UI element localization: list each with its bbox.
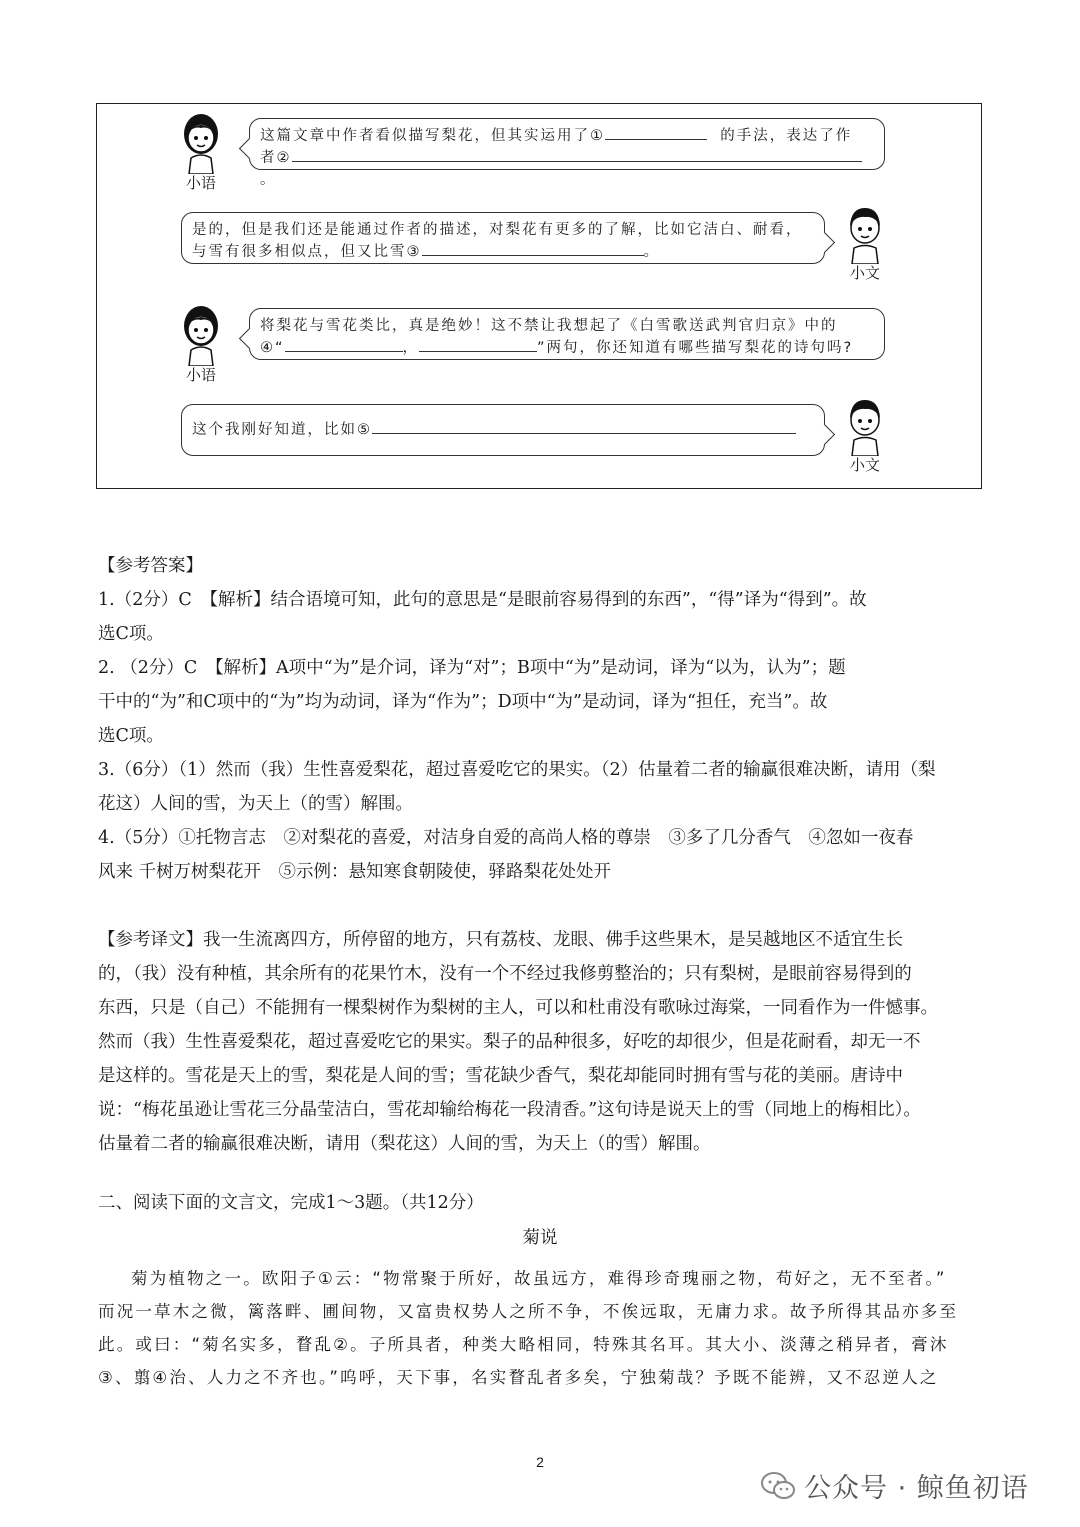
bubble-text: 。 bbox=[643, 244, 660, 260]
speaker-name: 小文 bbox=[849, 264, 880, 282]
bubble-text: 这个我刚好知道，比如⑤ bbox=[192, 422, 372, 438]
translation-line: 东西，只是（自己）不能拥有一棵梨树作为梨树的主人，可以和杜甫没有歌咏过海棠，一同看作为一件憾事。 bbox=[98, 998, 938, 1018]
bubble-text: ”两句，你还知道有哪些描写梨花的诗句吗? bbox=[537, 340, 854, 356]
answer-2-line: 选C项。 bbox=[98, 726, 164, 746]
translation-section bbox=[98, 923, 984, 1161]
answer-blank-1 bbox=[605, 125, 707, 140]
answer-4-line: 风来 千树万树梨花开 ⑤示例：悬知寒食朝陵使，驿路梨花处处开 bbox=[98, 862, 612, 882]
avatar-xiaoyu bbox=[171, 110, 231, 193]
translation-line: 然而（我）生性喜爱梨花，超过喜爱吃它的果实。梨子的品种很多，好吃的却很少，但是花耐看，却无一不 bbox=[98, 1032, 921, 1052]
translation-line: 的，（我）没有种植，其余所有的花果竹木，没有一个不经过我修剪整治的；只有梨树，是眼前容易得到的 bbox=[98, 964, 912, 984]
bubble-text: 。 bbox=[260, 172, 277, 188]
watermark bbox=[760, 1466, 1029, 1505]
speech-bubble-2 bbox=[181, 212, 825, 264]
translation-line: 【参考译文】我一生流离四方，所停留的地方，只有荔枝、龙眼、佛手这些果木，是吴越地区不适宜生长 bbox=[98, 930, 903, 950]
answer-2-line: 干中的“为”和C项中的“为”均为动词，译为“作为”；D项中“为”是动词，译为“担任，充当”。故 bbox=[98, 692, 828, 712]
speech-bubble-4 bbox=[181, 404, 825, 456]
answer-blank-2 bbox=[292, 147, 862, 162]
answer-blank-4b bbox=[419, 337, 537, 352]
speaker-name: 小语 bbox=[185, 366, 216, 384]
answer-blank-4a bbox=[285, 337, 403, 352]
bubble-text: 者② bbox=[260, 150, 292, 166]
bubble-text: 是的，但是我们还是能通过作者的描述，对梨花有更多的了解，比如它洁白、耐看， bbox=[192, 222, 803, 238]
answer-3-line: 3.（6分）（1）然而（我）生性喜爱梨花，超过喜爱吃它的果实。（2）估量着二者的输赢很难决断，请用（梨 bbox=[98, 760, 936, 780]
speech-bubble-1 bbox=[249, 118, 885, 188]
watermark-text: 公众号 · 鲸鱼初语 bbox=[804, 1473, 1029, 1504]
translation-line: 是这样的。雪花是天上的雪，梨花是人间的雪；雪花缺少香气，梨花却能同时拥有雪与花的美丽。唐诗中 bbox=[98, 1066, 903, 1086]
article-line: 菊为植物之一。欧阳子①云：“物常聚于所好，故虽远方，难得珍奇瑰丽之物，苟好之，无不至者。” bbox=[131, 1269, 947, 1288]
article-title: 菊说 bbox=[522, 1228, 558, 1248]
speaker-name: 小文 bbox=[849, 456, 880, 474]
boy-icon bbox=[841, 392, 889, 456]
bubble-text: 与雪有很多相似点，但又比雪③ bbox=[192, 244, 422, 260]
wechat-icon bbox=[760, 1471, 796, 1501]
avatar-xiaoyu bbox=[171, 302, 231, 385]
answer-3-line: 花这）人间的雪，为天上（的雪）解围。 bbox=[98, 794, 413, 814]
page-number: 2 bbox=[536, 1454, 544, 1470]
translation-line: 估量着二者的输赢很难决断，请用（梨花这）人间的雪，为天上（的雪）解围。 bbox=[98, 1134, 711, 1154]
article-line: 此。或曰：“菊名实多，瞀乱②。子所具者，种类大略相同，特殊其名耳。其大小、淡薄之稍异者，膏沐 bbox=[98, 1335, 949, 1354]
bubble-text: 将梨花与雪花类比，真是绝妙！这不禁让我想起了《白雪歌送武判官归京》中的 bbox=[260, 318, 838, 334]
answer-2-line: 2. （2分）C 【解析】A项中“为”是介词，译为“对”；B项中“为”是动词，译为“以为，认为”；题 bbox=[98, 658, 846, 678]
bubble-text: ， bbox=[402, 340, 420, 356]
answer-1-line: 选C项。 bbox=[98, 624, 164, 644]
answer-1-line: 1.（2分）C 【解析】结合语境可知，此句的意思是“是眼前容易得到的东西”，“得”译为“得到”。故 bbox=[98, 590, 867, 610]
section2-heading: 二、阅读下面的文言文，完成1～3题。（共12分） bbox=[98, 1193, 484, 1213]
article-body bbox=[98, 1262, 984, 1394]
bubble-text: 这篇文章中作者看似描写梨花，但其实运用了① bbox=[260, 128, 605, 144]
answer-4-line: 4.（5分）①托物言志 ②对梨花的喜爱，对洁身自爱的高尚人格的尊崇 ③多了几分香气 ④忽如一夜春 bbox=[98, 828, 914, 848]
speech-bubble-3 bbox=[249, 308, 885, 360]
answer-blank-5 bbox=[372, 419, 796, 434]
girl-icon bbox=[177, 110, 225, 174]
boy-icon bbox=[841, 200, 889, 264]
answers-heading: 【参考答案】 bbox=[98, 556, 203, 576]
bubble-text: ④“ bbox=[260, 340, 285, 356]
article-line: ③、翦④治、人力之不齐也。”呜呼，天下事，名实瞀乱者多矣，宁独菊哉？予既不能辨，又不忍逆人之 bbox=[98, 1368, 939, 1387]
speaker-name: 小语 bbox=[185, 174, 216, 192]
translation-line: 说：“梅花虽逊让雪花三分晶莹洁白，雪花却输给梅花一段清香。”这句诗是说天上的雪（同地上的梅相比）。 bbox=[98, 1100, 921, 1120]
avatar-xiaowen bbox=[835, 200, 895, 283]
article-line: 而况一草木之微，篱落畔、圃间物，又富贵权势人之所不争，不俟远取，无庸力求。故予所得其品亦多至 bbox=[98, 1302, 959, 1321]
avatar-xiaowen bbox=[835, 392, 895, 475]
dialog-box bbox=[96, 103, 982, 489]
bubble-text: 的手法，表达了作 bbox=[720, 128, 853, 144]
answer-blank-3 bbox=[422, 241, 644, 256]
answers-section bbox=[98, 549, 984, 889]
girl-icon bbox=[177, 302, 225, 366]
